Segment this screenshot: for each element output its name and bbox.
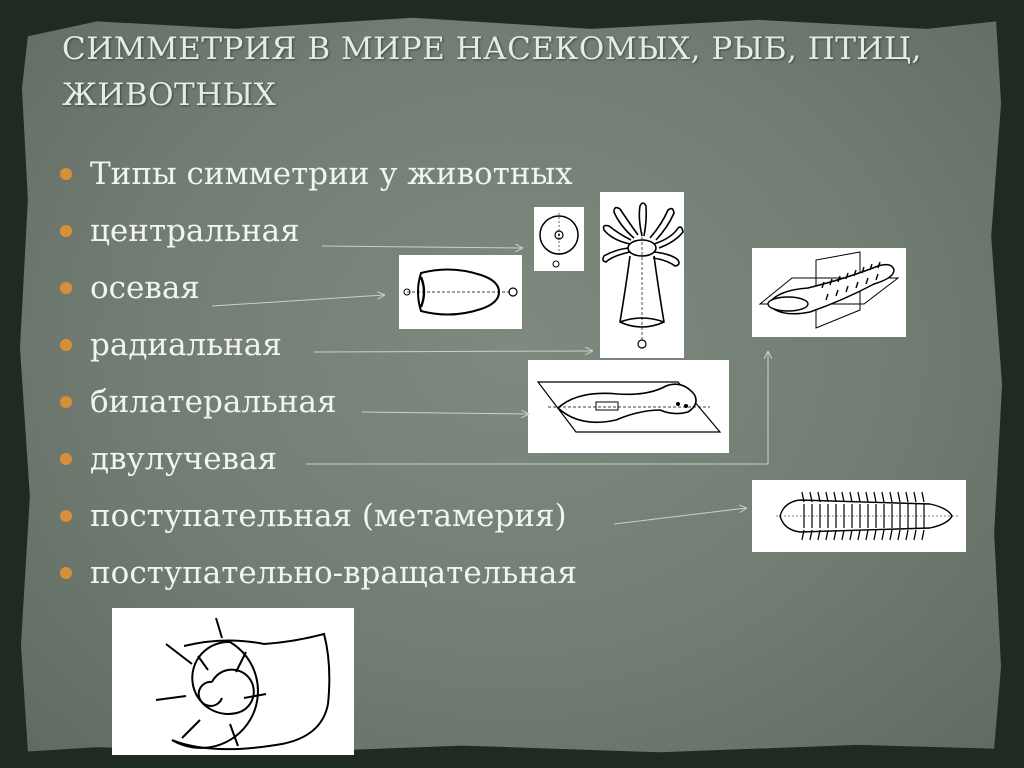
bullet-dot-icon [60,225,72,237]
list-item-label: осевая [90,270,200,306]
symmetry-types-list [60,150,577,606]
list-item-label: билатеральная [90,384,337,420]
list-item [60,321,577,378]
list-item [60,378,577,435]
list-item [60,492,577,549]
list-item-label: радиальная [90,327,282,363]
bullet-dot-icon [60,453,72,465]
bullet-dot-icon [60,339,72,351]
bullet-dot-icon [60,168,72,180]
list-item [60,150,577,207]
list-item-label: двулучевая [90,441,278,477]
bilateral-symmetry-image [528,360,729,453]
metamerism-symmetry-image [752,480,966,552]
list-item [60,549,577,606]
bullet-dot-icon [60,282,72,294]
bullet-dot-icon [60,567,72,579]
bullet-dot-icon [60,510,72,522]
list-item [60,435,577,492]
biradial-symmetry-image [752,248,906,337]
list-item-label: поступательно-вращательная [90,555,577,591]
list-item-label: поступательная (метамерия) [90,498,567,534]
list-item-label: Типы симметрии у животных [90,156,573,192]
radial-symmetry-image [600,192,684,358]
central-symmetry-image [534,207,584,271]
bullet-dot-icon [60,396,72,408]
axial-symmetry-image [399,255,522,329]
list-item-label: центральная [90,213,300,249]
spiral-symmetry-image [112,608,354,755]
slide-title: СИММЕТРИЯ В МИРЕ НАСЕКОМЫХ, РЫБ, ПТИЦ, ЖИВОТНЫХ [62,31,922,113]
